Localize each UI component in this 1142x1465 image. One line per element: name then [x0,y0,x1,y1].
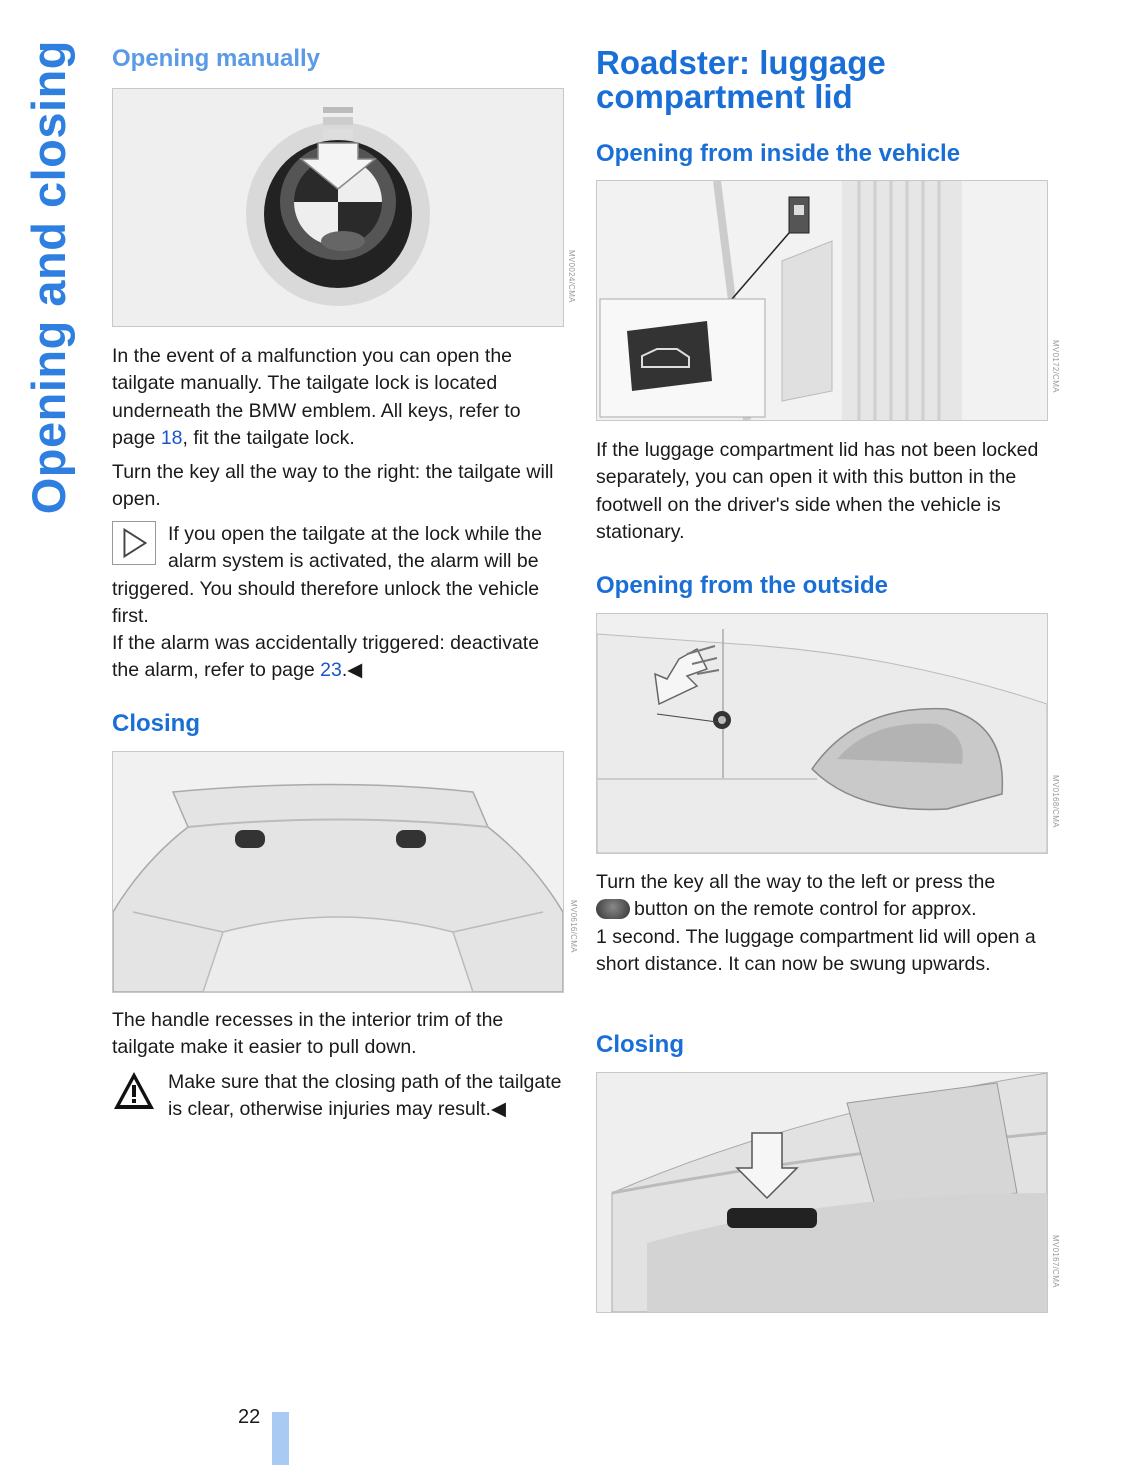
paragraph-malfunction: In the event of a malfunction you can open the tailgate manually. The tailgate lock is located underneath the BMW emblem. All keys, refer to page 18, fit the tailgate lock. [112,345,521,449]
note-alarm: If you open the tailgate at the lock while the alarm system is activated, the alarm will be triggered. You should therefore unlock the vehicle first. If the alarm was accidentally triggered: deactivate the alarm, refer to page 23.◀ [112,523,542,682]
heading-closing-left: Closing [112,710,200,737]
warning-closing-path: Make sure that the closing path of the tailgate is clear, otherwise injuries may result.◀ [112,1069,564,1124]
heading-closing-right: Closing [596,1031,684,1058]
figure-code: MV0024/CMA [567,250,576,303]
footwell-button-illustration [597,181,1047,420]
paragraph-footwell-button: If the luggage compartment lid has not been locked separately, you can open it with this button in the footwell on the driver's side when the vehicle is stationary. [596,439,1039,543]
note-triangle-icon [112,521,156,565]
heading-opening-outside: Opening from the outside [596,572,888,599]
paragraph-turn-key-left: Turn the key all the way to the left or press the button on the remote control for approx. 1 second. The luggage compartment lid will open a short distance. It can now be swung upwards. [596,871,1036,975]
paragraph-turn-key-right: Turn the key all the way to the right: the tailgate will open. [112,461,554,511]
figure-code: MV0168/CMA [1051,775,1060,828]
page-number: 22 [238,1406,261,1428]
chapter-side-title [21,40,75,515]
trunk-lid-handle-illustration [597,1073,1047,1312]
tailgate-interior-illustration [113,752,563,992]
trunk-lock-illustration [597,614,1047,853]
heading-opening-manually: Opening manually [112,45,321,72]
page-heading: Roadster: luggage compartment lid [596,44,886,115]
figure-code: MV0616/CMA [569,900,578,953]
figure-trunk-lock-outside [596,613,1048,854]
page-number-bar [272,1412,289,1465]
figure-code: MV0167/CMA [1051,1235,1060,1288]
paragraph-handle-recesses: The handle recesses in the interior trim of the tailgate make it easier to pull down. [112,1009,504,1059]
chapter-title-text: Opening and closing [21,40,75,515]
figure-code: MV0172/CMA [1051,340,1060,393]
figure-bmw-emblem-lock [112,88,564,327]
page-link-23[interactable]: 23 [320,659,342,682]
figure-footwell-button [596,180,1048,421]
page-link-18[interactable]: 18 [160,426,183,449]
figure-tailgate-handles [112,751,564,993]
heading-opening-inside: Opening from inside the vehicle [596,140,961,167]
remote-trunk-button-icon [596,899,630,919]
figure-trunk-closing [596,1072,1048,1313]
bmw-emblem-illustration [113,89,563,326]
warning-triangle-icon [112,1069,156,1113]
